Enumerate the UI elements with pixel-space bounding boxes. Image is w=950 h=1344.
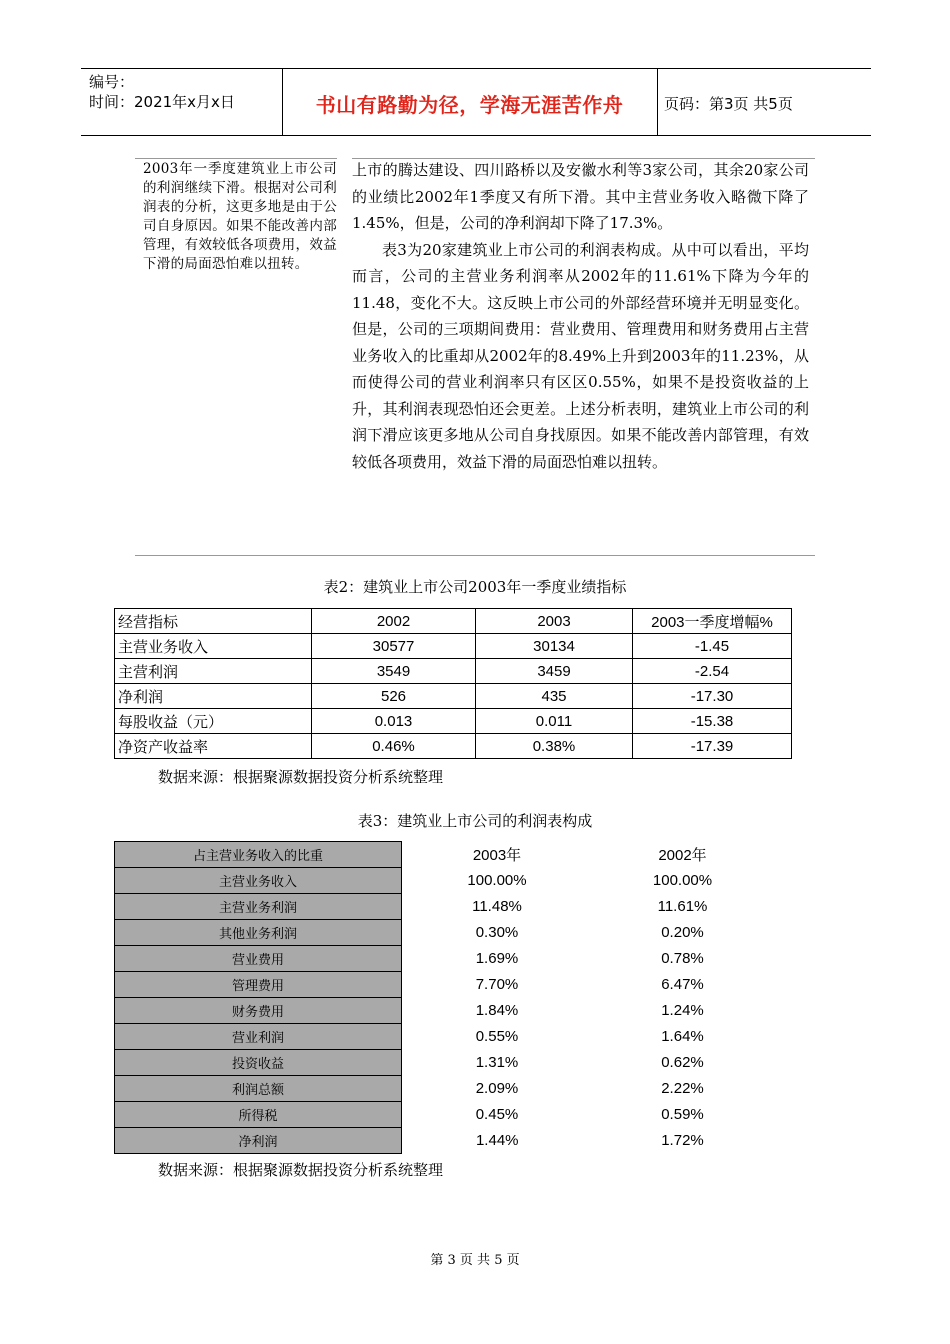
table-cell-label: 主营业务收入 [115,868,402,894]
document-number-label: 编号： [89,73,135,91]
header-page-number: 页码：第3页 共5页 [664,95,793,113]
table-cell: 11.61% [657,898,708,915]
table-row [115,684,792,709]
table-row [115,920,773,946]
header-divider-right [657,69,658,135]
table-row [115,868,773,894]
table-header-row [115,842,773,868]
document-time-label: 时间：2021年x月x日 [89,93,235,111]
table-cell: 7.70% [475,976,519,993]
table-cell: 1.44% [475,1132,519,1149]
table-cell: 100.00% [467,872,527,889]
table-cell: 526 [312,684,476,709]
table-cell: 0.45% [475,1106,519,1123]
table-row [115,894,773,920]
table3-source: 数据来源：根据聚源数据投资分析系统整理 [158,1161,444,1179]
table-cell: 1.31% [475,1054,519,1071]
table-cell: 1.69% [475,950,519,967]
header-meta [89,72,235,112]
table-cell: 0.20% [661,924,704,941]
table-row [115,946,773,972]
table-cell: 30134 [476,634,633,659]
table-cell-label: 主营业务收入 [115,634,312,659]
table-cell-label: 主营业务利润 [115,894,402,920]
table-cell: -17.30 [633,684,792,709]
header-bottom-rule [81,135,871,136]
table-cell: 435 [476,684,633,709]
table-cell: -15.38 [633,709,792,734]
table-cell: 1.72% [661,1132,704,1149]
body-text [352,157,809,475]
table2-caption: 表2：建筑业上市公司2003年一季度业绩指标 [323,578,627,596]
table-cell: 0.78% [661,950,704,967]
table-cell-label: 营业利润 [115,1024,402,1050]
body-paragraph-1: 上市的腾达建设、四川路桥以及安徽水利等3家公司，其余20家公司的业绩比2002年1季度又有所下滑。其中主营业务收入略微下降了1.45%，但是，公司的净利润却下降了17.3%。 [352,161,809,232]
table-row [115,1102,773,1128]
table-cell-label: 主营利润 [115,659,312,684]
table-cell: 6.47% [661,976,704,993]
table-cell: -1.45 [633,634,792,659]
table-cell-label: 管理费用 [115,972,402,998]
table-cell-label: 净利润 [115,1128,402,1154]
table3-caption: 表3：建筑业上市公司的利润表构成 [357,812,593,830]
table-cell-label: 营业费用 [115,946,402,972]
table2-source: 数据来源：根据聚源数据投资分析系统整理 [158,768,444,786]
table-cell-label: 所得税 [115,1102,402,1128]
table-header-cell: 2003年 [472,847,522,864]
table-cell: 0.38% [476,734,633,759]
table-cell-label: 净资产收益率 [115,734,312,759]
table-cell: 0.011 [476,709,633,734]
table-header-cell: 2003一季度增幅% [633,609,792,634]
sidenote-top-rule [135,158,337,159]
table2-performance-indicators [114,608,792,759]
table-header-cell: 占主营业务收入的比重 [115,842,402,868]
table-row [115,998,773,1024]
table-cell: 0.30% [475,924,519,941]
table-cell: 0.59% [661,1106,704,1123]
body-paragraph-2: 表3为20家建筑业上市公司的利润表构成。从中可以看出，平均而言，公司的主营业务利润率从2002年的11.61%下降为今年的11.48，变化不大。这反映上市公司的外部经营环境并无明显变化。但是，公司的三项期间费用：营业费用、管理费用和财务费用占主营业务收入的比重却从2002年的8.49%上升到2003年的11.23%，从而使得公司的营业利润率只有区区0.55%，如果不是投资收益的上升，其利润表现恐怕还会更差。上述分析表明，建筑业上市公司的利润下滑应该更多地从公司自身找原因。如果不能改善内部管理，有效较低各项费用，效益下滑的局面恐怕难以扭转。 [352,240,809,471]
table-cell: 30577 [312,634,476,659]
table3-income-structure [114,841,773,1154]
table-row [115,659,792,684]
table-cell-label: 其他业务利润 [115,920,402,946]
table-cell: 2.09% [475,1080,519,1097]
table-header-row [115,609,792,634]
table-cell: 0.46% [312,734,476,759]
table-cell: -17.39 [633,734,792,759]
table-row [115,734,792,759]
table-cell: 3459 [476,659,633,684]
sidenote-summary: 2003年一季度建筑业上市公司的利润继续下滑。根据对公司利润表的分析，这更多地是由于公司自身原因。如果不能改善内部管理，有效较低各项费用，效益下滑的局面恐怕难以扭转。 [143,161,337,272]
table-cell: -2.54 [633,659,792,684]
table-cell: 1.84% [475,1002,519,1019]
table-header-cell: 2003 [476,609,633,634]
table-header-cell: 2002年 [658,847,707,864]
table-row [115,1050,773,1076]
header-top-rule [81,68,871,69]
body-bottom-rule [135,555,815,556]
table-cell: 0.62% [661,1054,704,1071]
table-row [115,1024,773,1050]
header-motto: 书山有路勤为径，学海无涯苦作舟 [315,93,624,117]
table-header-cell: 经营指标 [115,609,312,634]
table-cell: 0.55% [475,1028,519,1045]
table-cell-label: 净利润 [115,684,312,709]
table-cell: 100.00% [652,872,713,889]
table-cell: 0.013 [312,709,476,734]
table-cell-label: 投资收益 [115,1050,402,1076]
table-cell-label: 每股收益（元） [115,709,312,734]
table-cell: 3549 [312,659,476,684]
table-cell: 11.48% [472,898,522,915]
table-cell: 2.22% [661,1080,704,1097]
table-row [115,1128,773,1154]
table-row [115,634,792,659]
table-header-cell: 2002 [312,609,476,634]
table-row [115,709,792,734]
table-cell-label: 财务费用 [115,998,402,1024]
table-cell-label: 利润总额 [115,1076,402,1102]
page-footer: 第 3 页 共 5 页 [430,1253,520,1268]
table-cell: 1.64% [661,1028,704,1045]
table-cell: 1.24% [661,1002,704,1019]
table-row [115,972,773,998]
table-row [115,1076,773,1102]
